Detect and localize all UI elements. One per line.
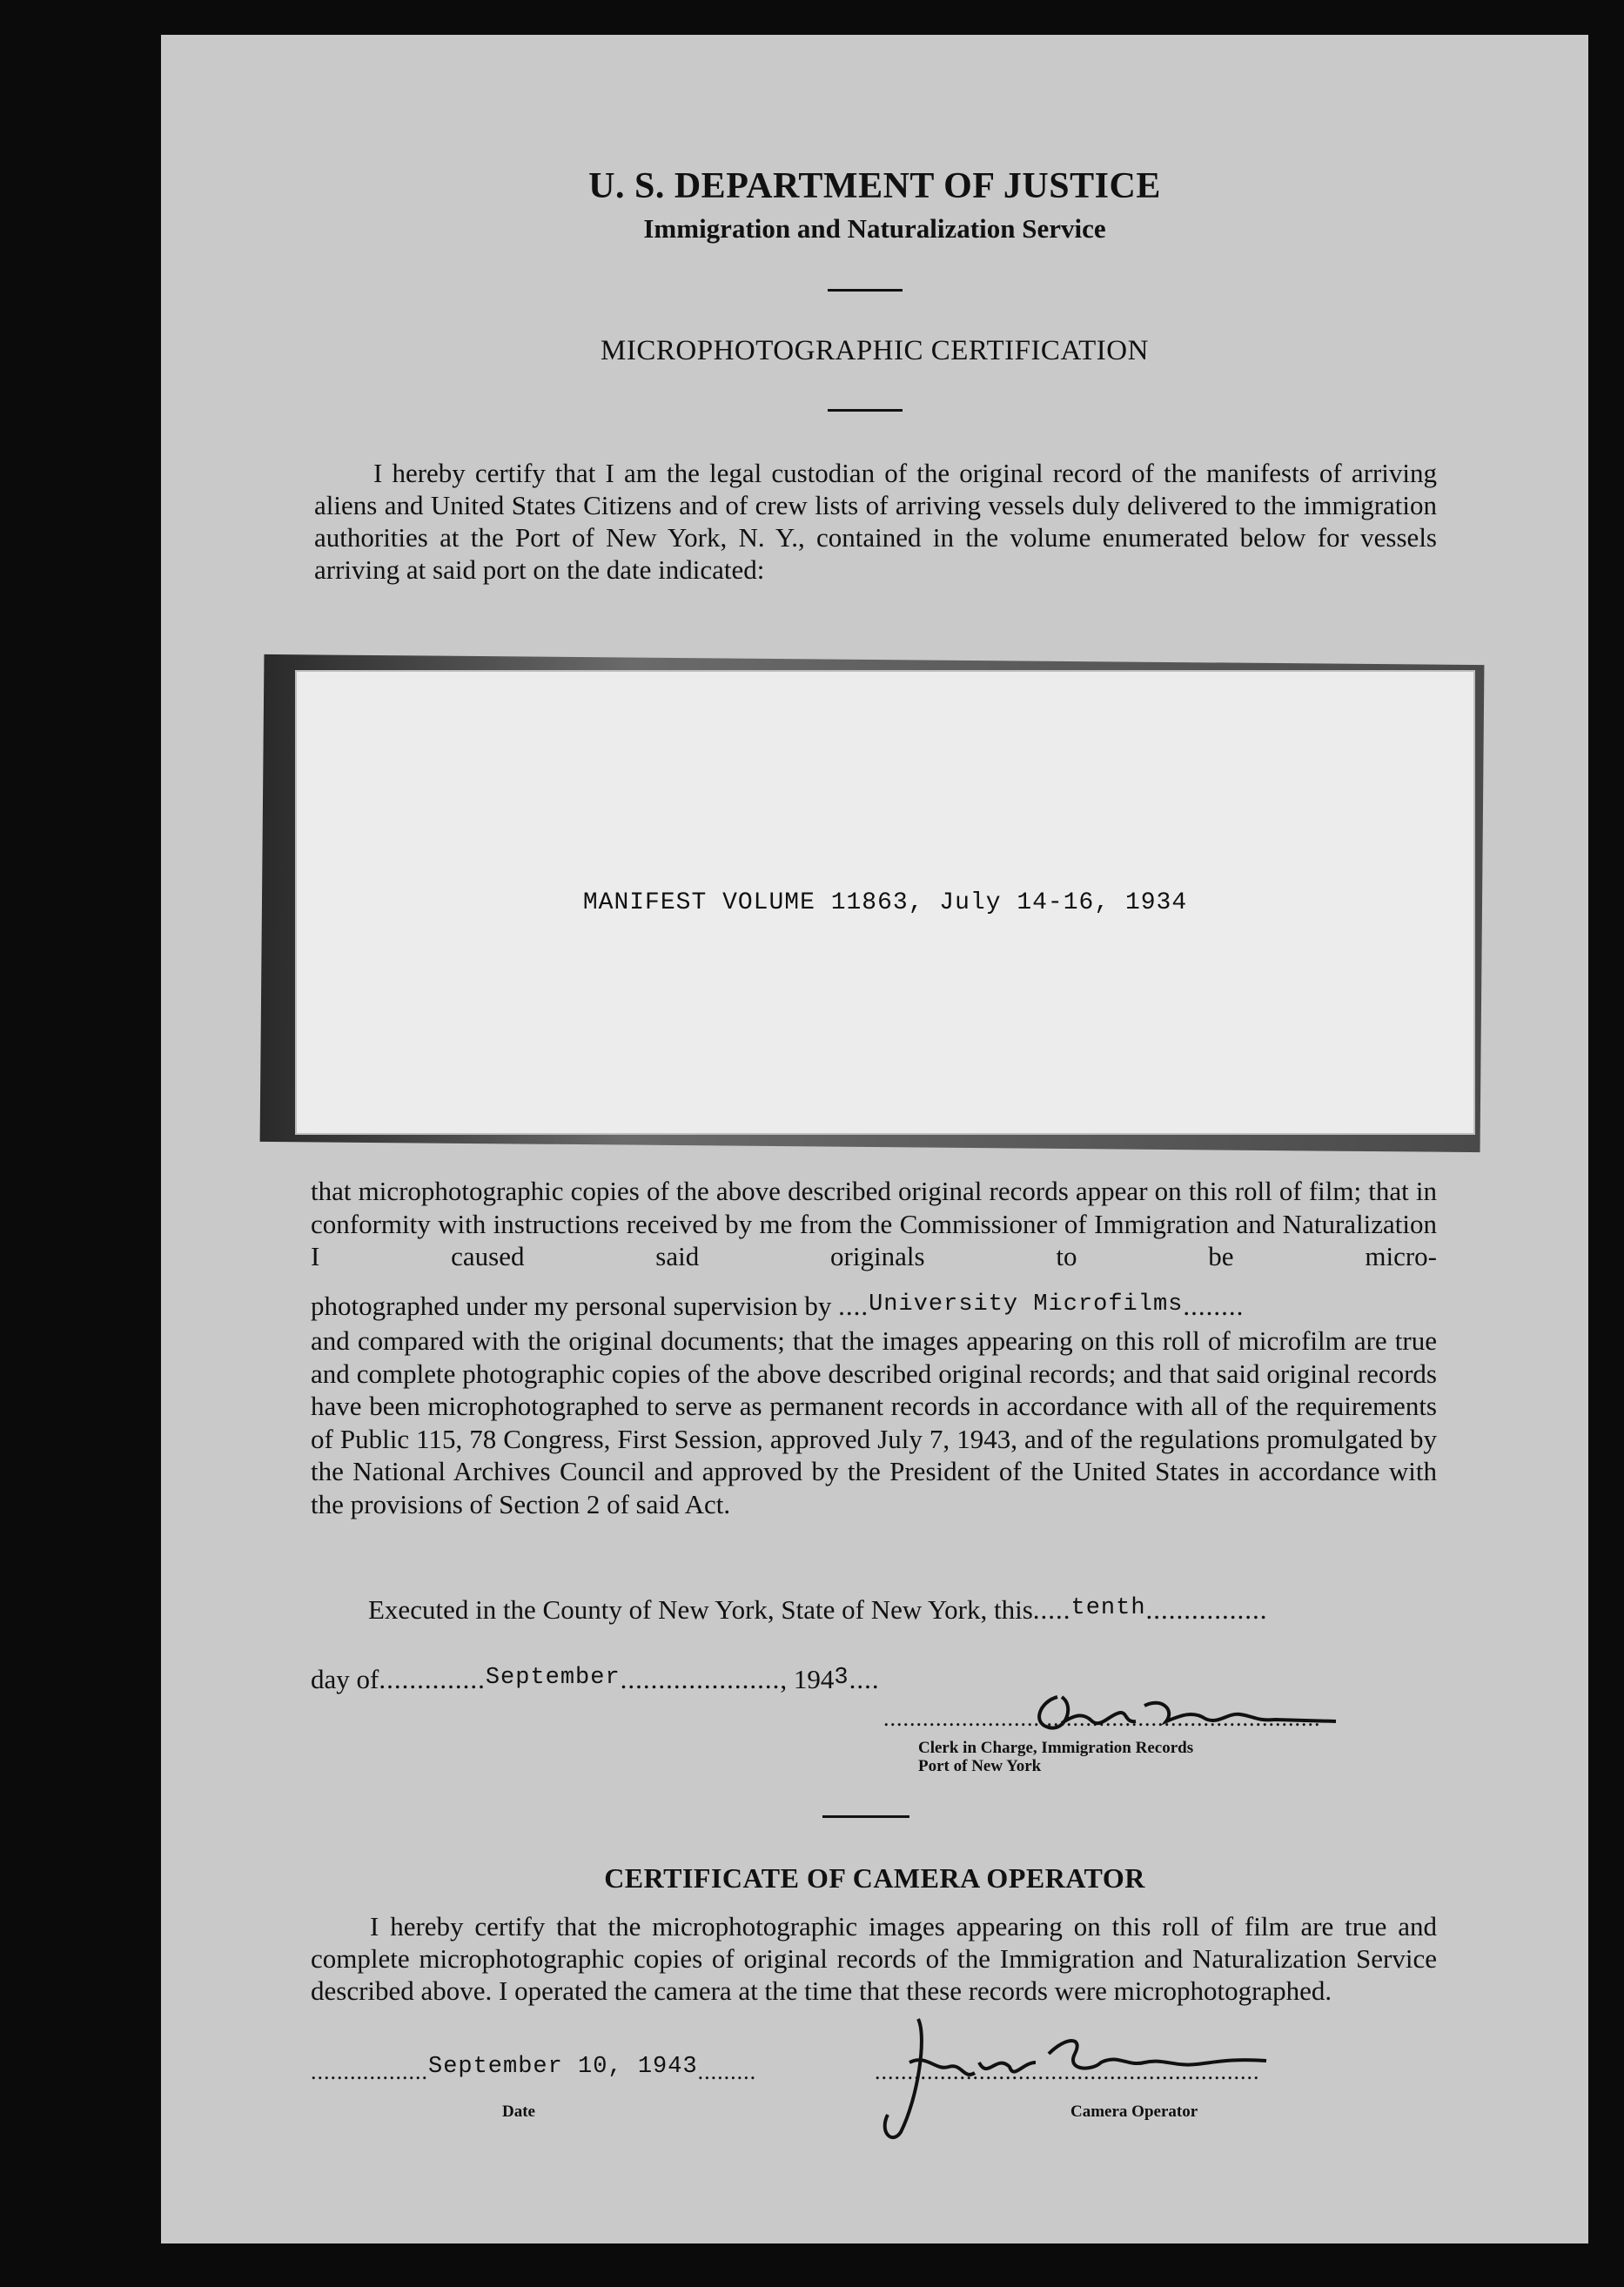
operator-signature [866, 2002, 1301, 2150]
camera-operator-label: Camera Operator [1070, 2103, 1198, 2121]
intro-text: I hereby certify that I am the legal custodian of the original record of the manifests of arriving aliens and United States Citizens and of crew lists of arriving vessels duly delivered to the immigration authorities at the Port of New York, N. Y., contained in the volume enumerated below for vessels arriving at said port on the date indicated: [314, 458, 1437, 585]
supervision-prefix: photographed under my personal supervision by [311, 1291, 832, 1321]
divider-camera [822, 1815, 909, 1818]
manifest-volume-label: MANIFEST VOLUME 11863, July 14-16, 1934 [582, 889, 1188, 916]
body-paragraph-2: and compared with the original documents; that the images appearing on this roll of microfilm are true and complete photographic copies of the above described original records; and that said original records have been microphotographed to serve as permanent records in accordance with all of the requirements of Public 115, 78 Congress, First Session, approved July 7, 1943, and of the regulations promulgated by the National Archives Council and approved by the President of the United States in accordance with the provisions of Section 2 of said Act. [311, 1325, 1437, 1519]
divider-under-title [828, 409, 903, 412]
executed-day-value: tenth [1070, 1595, 1146, 1621]
year-suffix: 3 [834, 1665, 849, 1691]
supervision-line: photographed under my personal supervision by ....University Microfilms........ [311, 1291, 1245, 1321]
day-of-prefix: day of [311, 1664, 379, 1694]
month-value: September [485, 1665, 621, 1691]
certification-title: MICROPHOTOGRAPHIC CERTIFICATION [601, 335, 1149, 366]
day-of-line: day of..............September....................., 1943.... [311, 1664, 880, 1694]
clerk-title-line2: Port of New York [918, 1757, 1042, 1775]
year-prefix: , 194 [780, 1664, 835, 1694]
clerk-title-line1: Clerk in Charge, Immigration Records [918, 1739, 1194, 1757]
body-paragraph-1: that microphotographic copies of the above described original records appear on this roll of film; that in conformity with instructions received by me from the Commissioner of Immigration and Naturalization I caused said originals to be micro- [311, 1176, 1437, 1271]
executed-prefix: Executed in the County of New York, State of New York, this [368, 1594, 1033, 1625]
camera-paragraph [311, 1910, 1437, 2007]
certificate-page [161, 35, 1588, 2243]
clerk-title [918, 1739, 1193, 1775]
camera-date-line: ..................September 10, 1943......... [311, 2054, 757, 2084]
clerk-signature [1023, 1671, 1353, 1749]
camera-date-value: September 10, 1943 [428, 2054, 698, 2080]
service-subheading: Immigration and Naturalization Service [643, 213, 1106, 244]
operator-signature-line: ........................................................... [875, 2059, 1260, 2084]
intro-paragraph [314, 457, 1437, 586]
camera-text: I hereby certify that the microphotographic images appearing on this roll of film are true and complete microphotographic copies of original records of the Immigration and Naturalization Service described above. I operated the camera at the time that these records were microphotographed. [311, 1911, 1437, 2006]
department-heading: U. S. DEPARTMENT OF JUSTICE [588, 166, 1161, 206]
clerk-signature-line: ................................................................... [883, 1706, 1321, 1731]
camera-certificate-title: CERTIFICATE OF CAMERA OPERATOR [604, 1862, 1145, 1894]
volume-slip [295, 670, 1475, 1135]
divider-top [828, 289, 903, 292]
supervision-by-value: University Microfilms [869, 1291, 1184, 1318]
date-label: Date [502, 2103, 535, 2121]
executed-line: Executed in the County of New York, State of New York, this.....tenth................ [368, 1594, 1268, 1625]
